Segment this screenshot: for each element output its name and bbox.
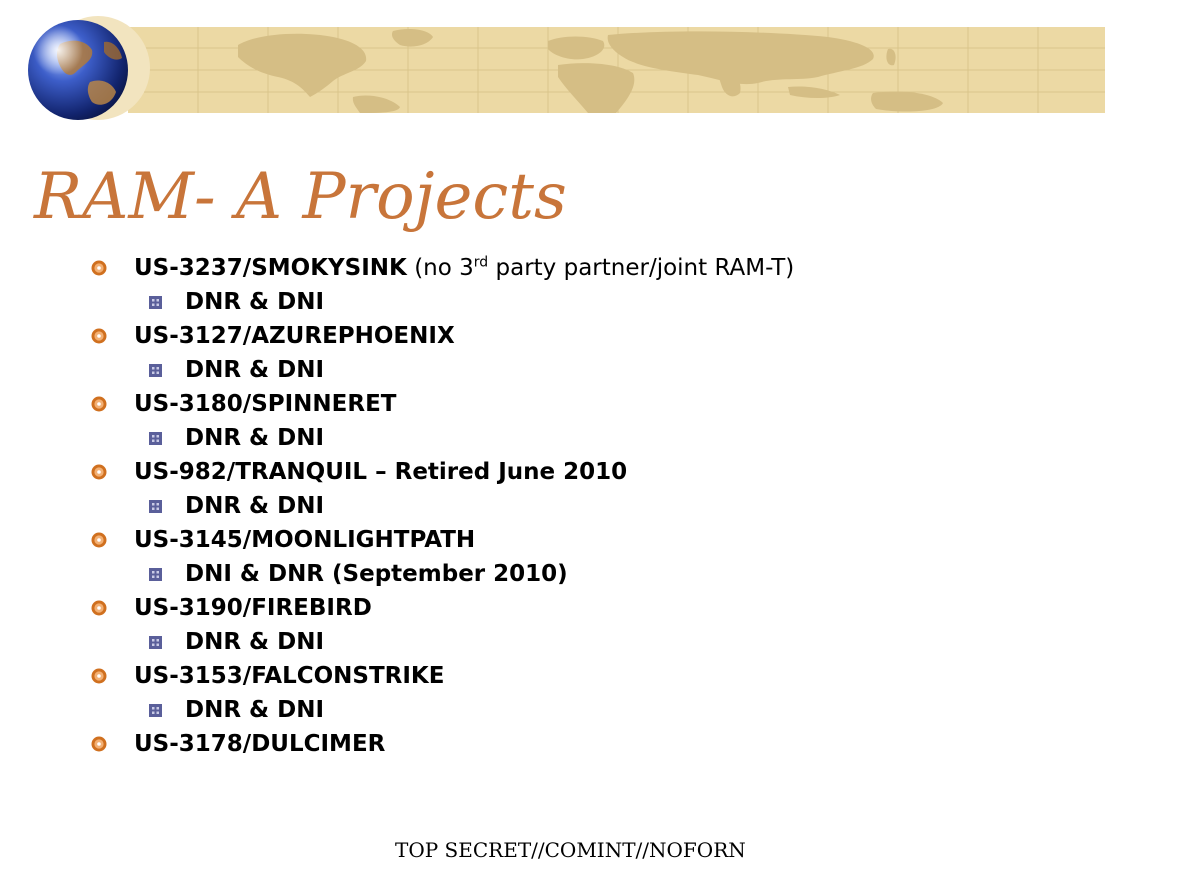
purple-square-bullet-icon — [149, 704, 162, 717]
purple-square-bullet-icon — [149, 432, 162, 445]
subitem-text: DNR & DNI — [185, 493, 325, 519]
purple-square-bullet-icon — [149, 364, 162, 377]
project-name: US-3190/FIREBIRD — [134, 595, 372, 621]
project-name: US-3237/SMOKYSINK — [134, 255, 407, 281]
list-item — [0, 387, 1179, 421]
subitem-text: DNR & DNI — [185, 357, 325, 383]
orange-target-bullet-icon — [91, 260, 107, 276]
classification-footer — [0, 838, 1179, 866]
orange-target-bullet-icon — [91, 464, 107, 480]
purple-square-bullet-icon — [149, 568, 162, 581]
list-subitem — [0, 353, 1179, 387]
list-subitem — [0, 489, 1179, 523]
list-subitem — [0, 693, 1179, 727]
header-map-banner — [128, 27, 1105, 113]
list-item — [0, 591, 1179, 625]
project-name: US-3145/MOONLIGHTPATH — [134, 527, 476, 553]
note-suffix: party partner/joint RAM-T) — [488, 255, 795, 281]
project-list — [0, 251, 1179, 761]
orange-target-bullet-icon — [91, 396, 107, 412]
purple-square-bullet-icon — [149, 500, 162, 513]
classification-marking: TOP SECRET//COMINT//NOFORN — [395, 838, 746, 862]
list-item — [0, 727, 1179, 761]
project-name: US-3180/SPINNERET — [134, 391, 397, 417]
world-map-graphic — [128, 27, 1105, 113]
list-subitem — [0, 557, 1179, 591]
list-item — [0, 455, 1179, 489]
orange-target-bullet-icon — [91, 328, 107, 344]
list-item — [0, 251, 1179, 285]
purple-square-bullet-icon — [149, 296, 162, 309]
orange-target-bullet-icon — [91, 736, 107, 752]
list-item — [0, 319, 1179, 353]
project-name: US-3178/DULCIMER — [134, 731, 386, 757]
orange-target-bullet-icon — [91, 600, 107, 616]
list-subitem — [0, 421, 1179, 455]
project-name: US-3127/AZUREPHOENIX — [134, 323, 455, 349]
subitem-text: DNR & DNI — [185, 697, 325, 723]
subitem-text: DNR & DNI — [185, 629, 325, 655]
list-item — [0, 659, 1179, 693]
project-note — [407, 255, 794, 281]
subitem-text: DNI & DNR (September 2010) — [185, 561, 568, 587]
globe-icon — [20, 12, 152, 124]
subitem-text: DNR & DNI — [185, 425, 325, 451]
orange-target-bullet-icon — [91, 532, 107, 548]
list-subitem — [0, 285, 1179, 319]
project-name: US-3153/FALCONSTRIKE — [134, 663, 445, 689]
list-item — [0, 523, 1179, 557]
project-name: US-982/TRANQUIL – Retired June 2010 — [134, 459, 628, 485]
purple-square-bullet-icon — [149, 636, 162, 649]
orange-target-bullet-icon — [91, 668, 107, 684]
subitem-text: DNR & DNI — [185, 289, 325, 315]
page-title: RAM- A Projects — [34, 160, 567, 234]
globe-logo — [20, 12, 152, 124]
list-subitem — [0, 625, 1179, 659]
note-prefix: (no 3 — [406, 255, 474, 281]
note-superscript: rd — [473, 254, 489, 271]
